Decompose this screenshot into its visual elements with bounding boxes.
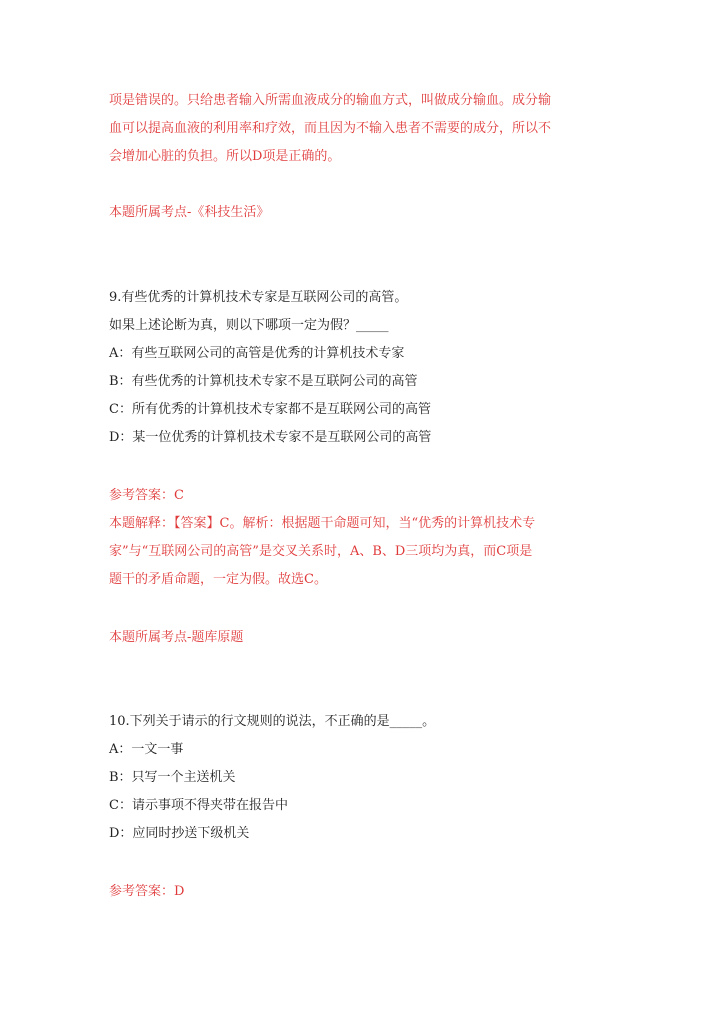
q10-option-c: C：请示事项不得夹带在报告中 [109,798,288,813]
q9-option-a: A：有些互联网公司的高管是优秀的计算机技术专家 [109,346,405,361]
q9-option-c: C：所有优秀的计算机技术专家都不是互联网公司的高管 [109,402,431,417]
q10-option-d: D：应同时抄送下级机关 [109,826,250,841]
prev-explanation-line-2: 血可以提高血液的利用率和疗效，而且因为不输入患者不需要的成分，所以不 [109,121,552,136]
q9-prompt: 如果上述论断为真，则以下哪项一定为假？_____ [109,318,389,333]
prev-explanation-line-3: 会增加心脏的负担。所以D项是正确的。 [109,149,341,164]
q9-answer: 参考答案：C [109,488,184,503]
q9-topic: 本题所属考点-题库原题 [109,630,244,645]
q9-explanation-line-2: 家”与“互联网公司的高管”是交叉关系时，A、B、D三项均为真，而C项是 [109,544,533,559]
prev-topic: 本题所属考点-《科技生活》 [109,205,270,220]
q9-option-b: B：有些优秀的计算机技术专家不是互联阿公司的高管 [109,374,418,389]
q9-explanation-line-1: 本题解释：【答案】C。解析：根据题干命题可知，当“优秀的计算机技术专 [109,516,536,531]
q10-answer: 参考答案：D [109,884,185,899]
prev-explanation-line-1: 项是错误的。只给患者输入所需血液成分的输血方式，叫做成分输血。成分输 [109,93,552,108]
q9-stem: 9.有些优秀的计算机技术专家是互联网公司的高管。 [109,290,408,305]
q10-option-b: B：只写一个主送机关 [109,770,236,785]
q9-option-d: D：某一位优秀的计算机技术专家不是互联网公司的高管 [109,430,432,445]
q10-stem: 10.下列关于请示的行文规则的说法，不正确的是_____。 [109,714,436,729]
q9-explanation-line-3: 题干的矛盾命题，一定为假。故选C。 [109,572,327,587]
q10-option-a: A：一文一事 [109,742,184,757]
